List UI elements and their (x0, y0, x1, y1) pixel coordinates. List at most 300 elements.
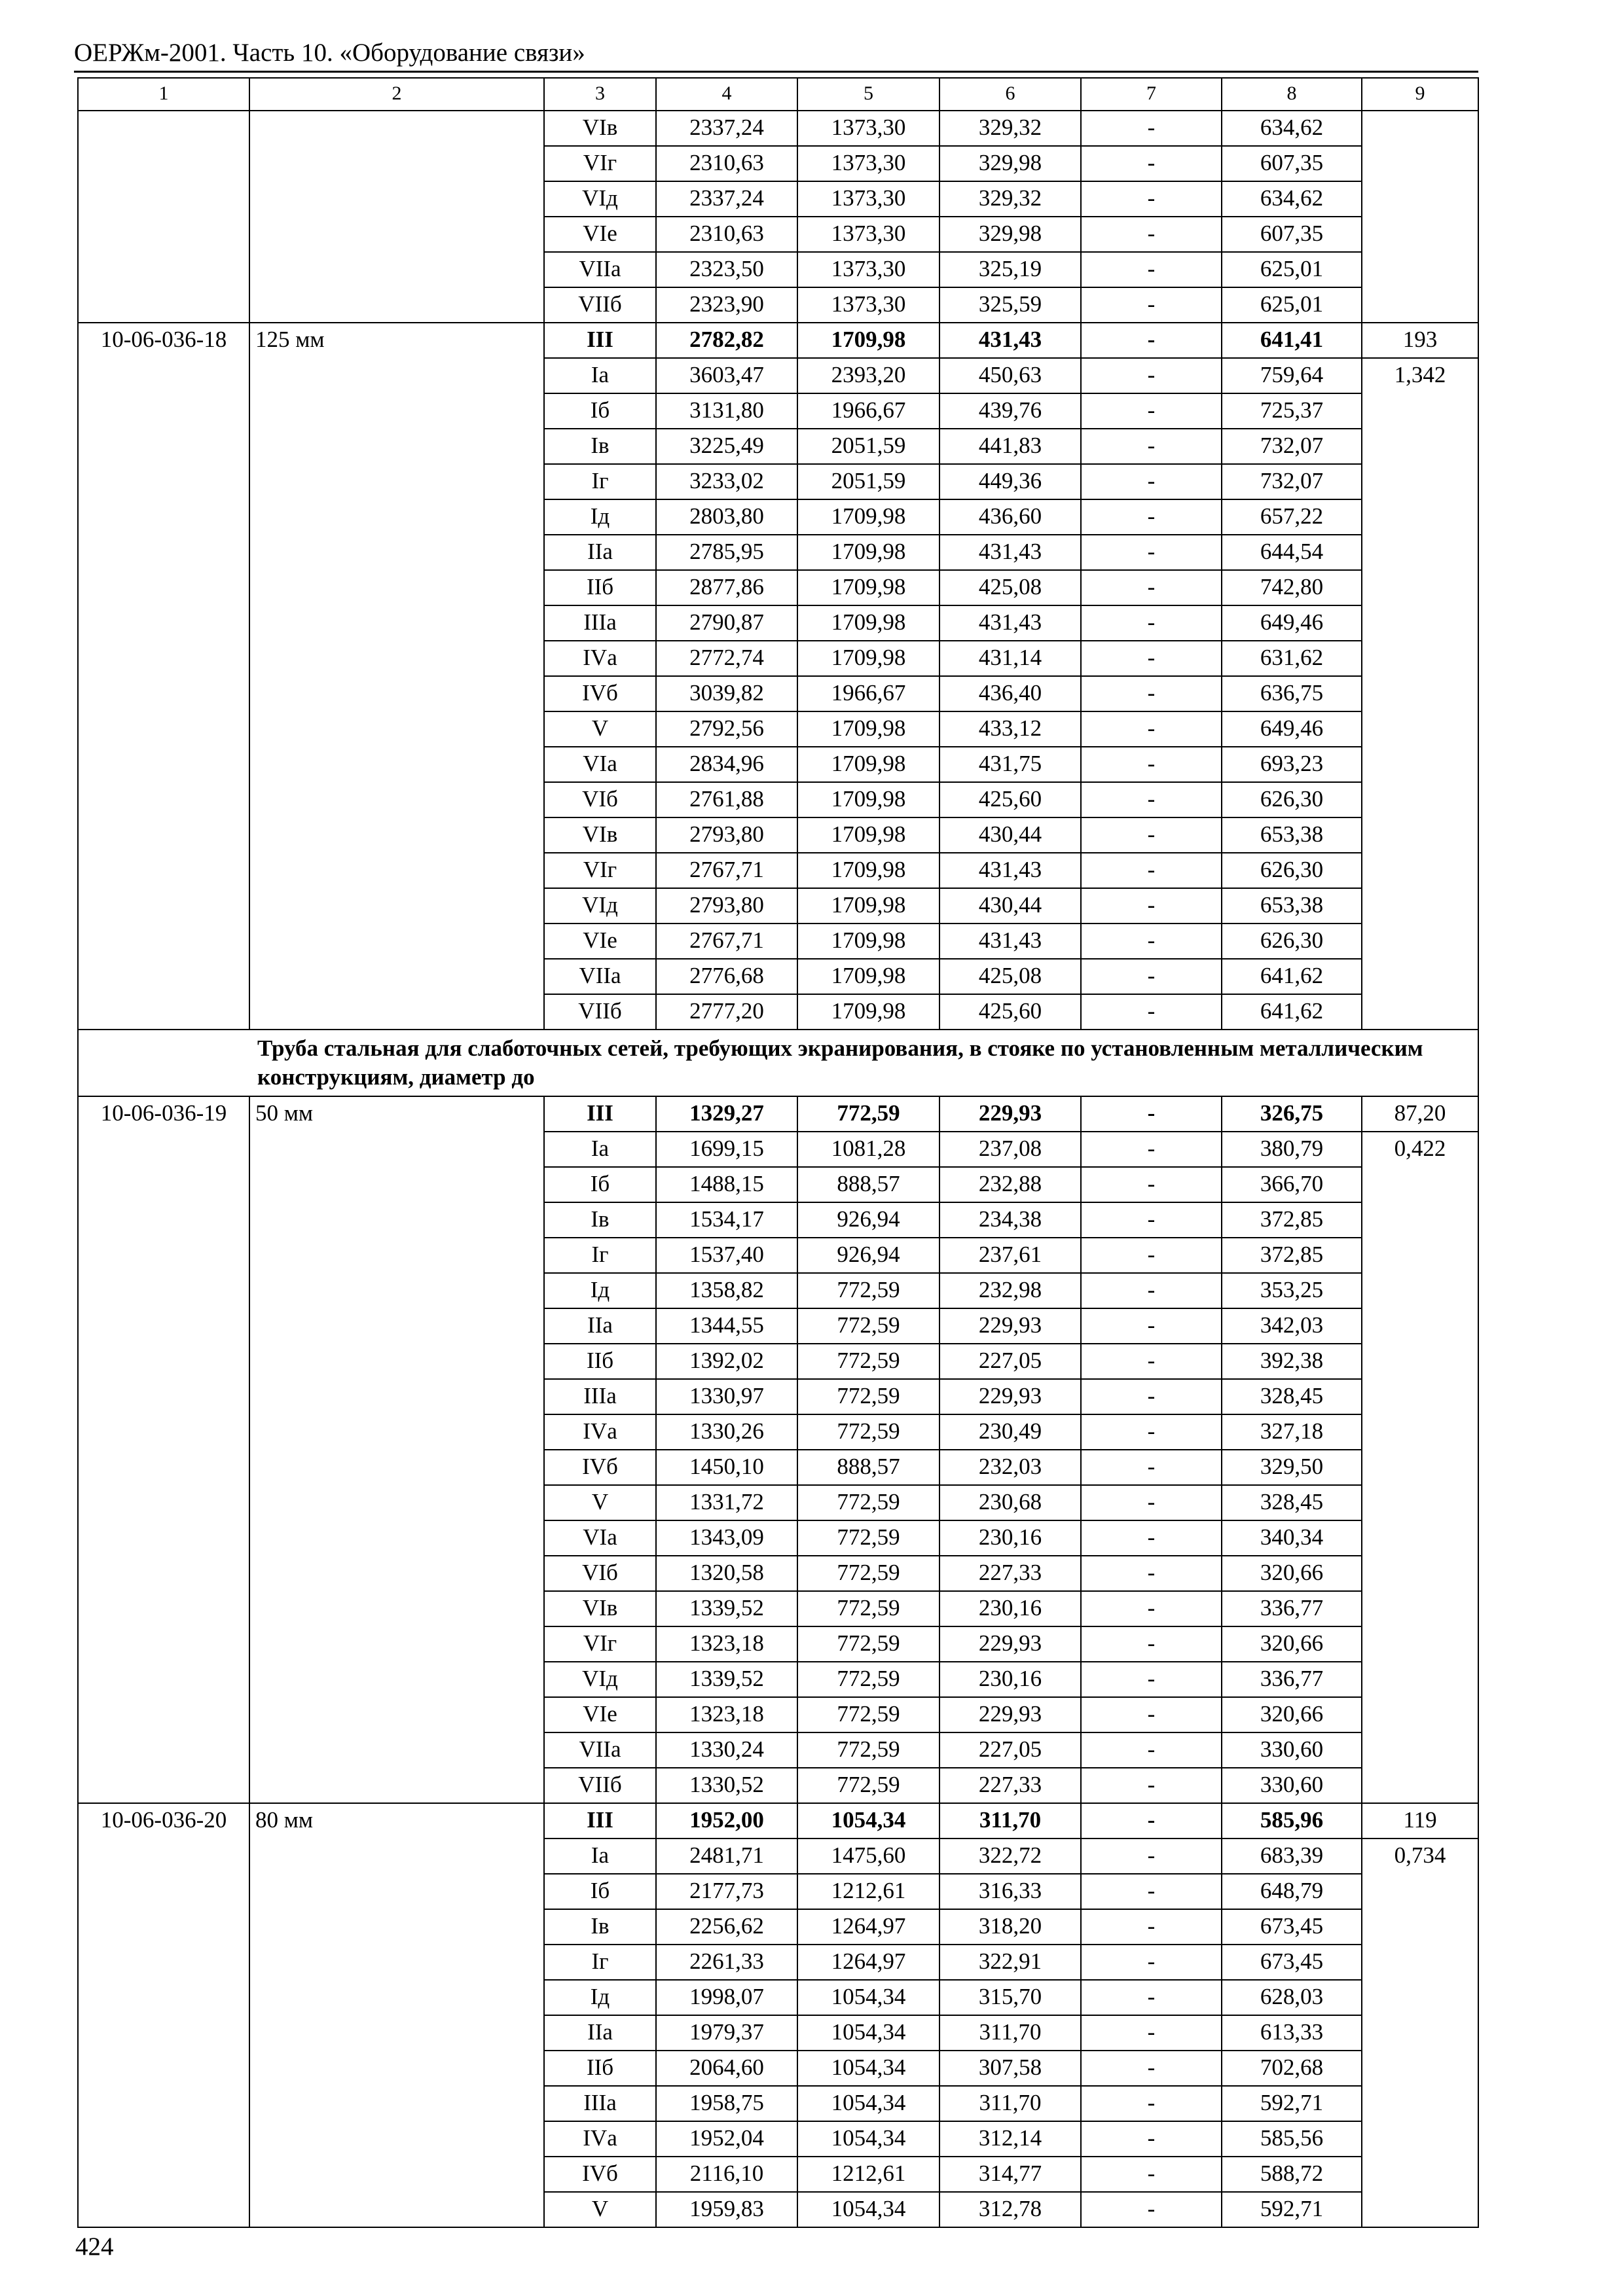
column-number: 6 (939, 78, 1081, 111)
machine-cost-cell: 329,98 (939, 217, 1081, 252)
column-7-cell: - (1081, 2192, 1222, 2227)
materials-cost-cell: 759,64 (1222, 358, 1362, 393)
labor-cost-cell: 772,59 (797, 1697, 939, 1732)
region-cell: Iа (544, 1132, 656, 1167)
column-7-cell: - (1081, 747, 1222, 782)
column-7-cell: - (1081, 499, 1222, 535)
materials-cost-cell: 673,45 (1222, 1909, 1362, 1945)
column-7-cell: - (1081, 464, 1222, 499)
column-7-cell: - (1081, 2086, 1222, 2121)
total-cost-cell: 1330,26 (656, 1414, 797, 1450)
column-7-cell: - (1081, 217, 1222, 252)
header-rule (74, 71, 1478, 73)
region-cell: VIа (544, 747, 656, 782)
materials-cost-cell: 330,60 (1222, 1768, 1362, 1803)
materials-cost-cell: 634,62 (1222, 111, 1362, 146)
materials-cost-cell: 328,45 (1222, 1379, 1362, 1414)
region-cell: IIа (544, 535, 656, 570)
region-cell: VIе (544, 217, 656, 252)
total-cost-cell: 1339,52 (656, 1591, 797, 1626)
column-7-cell: - (1081, 1556, 1222, 1591)
materials-cost-cell: 380,79 (1222, 1132, 1362, 1167)
materials-cost-cell: 607,35 (1222, 146, 1362, 181)
rate-code-cell: 10-06-036-18 (78, 323, 249, 1030)
labor-cost-cell: 1966,67 (797, 393, 939, 429)
machine-cost-cell: 232,03 (939, 1450, 1081, 1485)
labor-hours-cell: 0,422 (1362, 1132, 1478, 1803)
labor-cost-cell: 772,59 (797, 1273, 939, 1308)
materials-cost-cell: 625,01 (1222, 287, 1362, 323)
labor-cost-cell: 1709,98 (797, 994, 939, 1030)
materials-cost-cell: 327,18 (1222, 1414, 1362, 1450)
column-7-cell: - (1081, 1096, 1222, 1132)
column-7-cell: - (1081, 1839, 1222, 1874)
machine-cost-cell: 322,91 (939, 1945, 1081, 1980)
materials-cost-cell: 693,23 (1222, 747, 1362, 782)
total-cost-cell: 3603,47 (656, 358, 797, 393)
labor-cost-cell: 1475,60 (797, 1839, 939, 1874)
total-cost-cell: 2793,80 (656, 888, 797, 924)
labor-cost-cell: 772,59 (797, 1344, 939, 1379)
region-cell: VIа (544, 1520, 656, 1556)
column-7-cell: - (1081, 605, 1222, 641)
total-cost-cell: 1323,18 (656, 1697, 797, 1732)
machine-cost-cell: 229,93 (939, 1697, 1081, 1732)
total-cost-cell: 1534,17 (656, 1202, 797, 1238)
machine-cost-cell: 425,60 (939, 994, 1081, 1030)
machine-cost-cell: 329,32 (939, 111, 1081, 146)
materials-cost-cell: 732,07 (1222, 464, 1362, 499)
region-cell: VIд (544, 888, 656, 924)
total-cost-cell: 2803,80 (656, 499, 797, 535)
total-cost-cell: 1320,58 (656, 1556, 797, 1591)
column-7-cell: - (1081, 1874, 1222, 1909)
machine-cost-cell: 441,83 (939, 429, 1081, 464)
column-7-cell: - (1081, 1662, 1222, 1697)
region-cell: VIIа (544, 959, 656, 994)
region-cell: VIг (544, 853, 656, 888)
total-cost-cell: 1488,15 (656, 1167, 797, 1202)
rates-table-body (78, 78, 1478, 2227)
column-7-cell: - (1081, 641, 1222, 676)
labor-cost-cell: 772,59 (797, 1768, 939, 1803)
machine-cost-cell: 431,14 (939, 641, 1081, 676)
column-7-cell: - (1081, 1308, 1222, 1344)
total-cost-cell: 2761,88 (656, 782, 797, 817)
total-cost-cell: 1699,15 (656, 1132, 797, 1167)
column-7-cell: - (1081, 358, 1222, 393)
region-cell: V (544, 1485, 656, 1520)
column-7-cell: - (1081, 2121, 1222, 2157)
diameter-cell: 50 мм (249, 1096, 544, 1803)
labor-cost-cell: 1264,97 (797, 1909, 939, 1945)
region-cell: III (544, 1096, 656, 1132)
total-cost-cell: 2261,33 (656, 1945, 797, 1980)
total-cost-cell: 2337,24 (656, 111, 797, 146)
total-cost-cell: 1392,02 (656, 1344, 797, 1379)
labor-cost-cell: 1709,98 (797, 323, 939, 358)
labor-cost-cell: 1709,98 (797, 747, 939, 782)
column-7-cell: - (1081, 1803, 1222, 1839)
materials-cost-cell: 372,85 (1222, 1202, 1362, 1238)
total-cost-cell: 3225,49 (656, 429, 797, 464)
labor-cost-cell: 1709,98 (797, 641, 939, 676)
column-7-cell: - (1081, 924, 1222, 959)
column-7-cell: - (1081, 676, 1222, 711)
region-cell: Iд (544, 1980, 656, 2015)
machine-cost-cell: 232,98 (939, 1273, 1081, 1308)
total-cost-cell: 3131,80 (656, 393, 797, 429)
region-cell: VIб (544, 782, 656, 817)
materials-cost-cell: 320,66 (1222, 1626, 1362, 1662)
machine-cost-cell: 322,72 (939, 1839, 1081, 1874)
column-7-cell: - (1081, 323, 1222, 358)
column-7-cell: - (1081, 1945, 1222, 1980)
total-cost-cell: 2772,74 (656, 641, 797, 676)
region-cell: IIа (544, 2015, 656, 2051)
labor-hours-cell: 0,734 (1362, 1839, 1478, 2227)
materials-cost-cell: 320,66 (1222, 1697, 1362, 1732)
labor-cost-cell: 1709,98 (797, 888, 939, 924)
region-cell: VIе (544, 924, 656, 959)
total-cost-cell: 2310,63 (656, 217, 797, 252)
labor-cost-cell: 1054,34 (797, 2121, 939, 2157)
region-cell: VIIб (544, 1768, 656, 1803)
total-cost-cell: 1343,09 (656, 1520, 797, 1556)
column-number: 1 (78, 78, 249, 111)
total-cost-cell: 1537,40 (656, 1238, 797, 1273)
column-7-cell: - (1081, 535, 1222, 570)
total-cost-cell: 2782,82 (656, 323, 797, 358)
total-cost-cell: 1959,83 (656, 2192, 797, 2227)
total-cost-cell: 1979,37 (656, 2015, 797, 2051)
labor-cost-cell: 772,59 (797, 1414, 939, 1450)
machine-cost-cell: 311,70 (939, 2015, 1081, 2051)
region-cell: Iд (544, 1273, 656, 1308)
machine-cost-cell: 312,78 (939, 2192, 1081, 2227)
total-cost-cell: 2767,71 (656, 853, 797, 888)
labor-cost-cell: 2051,59 (797, 429, 939, 464)
column-7-cell: - (1081, 888, 1222, 924)
materials-cost-cell: 342,03 (1222, 1308, 1362, 1344)
machine-cost-cell: 329,32 (939, 181, 1081, 217)
total-cost-cell: 2064,60 (656, 2051, 797, 2086)
column-7-cell: - (1081, 111, 1222, 146)
machine-cost-cell: 234,38 (939, 1202, 1081, 1238)
region-cell: IVб (544, 2157, 656, 2192)
materials-cost-cell: 592,71 (1222, 2086, 1362, 2121)
machine-cost-cell: 229,93 (939, 1626, 1081, 1662)
labor-cost-cell: 1054,34 (797, 2086, 939, 2121)
labor-cost-cell: 888,57 (797, 1450, 939, 1485)
column-7-cell: - (1081, 817, 1222, 853)
labor-cost-cell: 1709,98 (797, 817, 939, 853)
column-number: 8 (1222, 78, 1362, 111)
region-cell: Iа (544, 358, 656, 393)
section-heading: Труба стальная для слаботочных сетей, требующих экранирования, в стояке по установленным металлическим конструкциям, диаметр до (78, 1030, 1478, 1096)
machine-cost-cell: 318,20 (939, 1909, 1081, 1945)
materials-cost-cell: 648,79 (1222, 1874, 1362, 1909)
total-cost-cell: 2785,95 (656, 535, 797, 570)
region-cell: Iв (544, 429, 656, 464)
total-cost-cell: 1330,52 (656, 1768, 797, 1803)
rate-code-cell: 10-06-036-20 (78, 1803, 249, 2227)
labor-cost-cell: 772,59 (797, 1556, 939, 1591)
machine-cost-cell: 316,33 (939, 1874, 1081, 1909)
column-7-cell: - (1081, 1273, 1222, 1308)
materials-cost-cell: 329,50 (1222, 1450, 1362, 1485)
labor-cost-cell: 1212,61 (797, 2157, 939, 2192)
column-7-cell: - (1081, 782, 1222, 817)
labor-cost-cell: 1054,34 (797, 2192, 939, 2227)
labor-hours-cell: 193 (1362, 323, 1478, 358)
column-7-cell: - (1081, 1379, 1222, 1414)
materials-cost-cell: 649,46 (1222, 605, 1362, 641)
labor-cost-cell: 1264,97 (797, 1945, 939, 1980)
machine-cost-cell: 325,59 (939, 287, 1081, 323)
column-7-cell: - (1081, 994, 1222, 1030)
total-cost-cell: 2776,68 (656, 959, 797, 994)
region-cell: Iг (544, 464, 656, 499)
labor-cost-cell: 2393,20 (797, 358, 939, 393)
total-cost-cell: 1329,27 (656, 1096, 797, 1132)
materials-cost-cell: 607,35 (1222, 217, 1362, 252)
region-cell: IIIа (544, 1379, 656, 1414)
materials-cost-cell: 653,38 (1222, 817, 1362, 853)
machine-cost-cell: 314,77 (939, 2157, 1081, 2192)
labor-hours-cell: 1,342 (1362, 358, 1478, 1030)
region-cell: IIIа (544, 2086, 656, 2121)
machine-cost-cell: 229,93 (939, 1379, 1081, 1414)
column-number: 3 (544, 78, 656, 111)
total-cost-cell: 1339,52 (656, 1662, 797, 1697)
region-cell: IIIа (544, 605, 656, 641)
labor-cost-cell: 1054,34 (797, 1803, 939, 1839)
materials-cost-cell: 653,38 (1222, 888, 1362, 924)
total-cost-cell: 2767,71 (656, 924, 797, 959)
total-cost-cell: 1344,55 (656, 1308, 797, 1344)
column-7-cell: - (1081, 1450, 1222, 1485)
table-row (78, 323, 1478, 358)
column-7-cell: - (1081, 1909, 1222, 1945)
labor-cost-cell: 1709,98 (797, 711, 939, 747)
region-cell: IIа (544, 1308, 656, 1344)
labor-cost-cell: 1709,98 (797, 853, 939, 888)
labor-hours-cell (1362, 111, 1478, 323)
labor-cost-cell: 1709,98 (797, 535, 939, 570)
materials-cost-cell: 625,01 (1222, 252, 1362, 287)
column-7-cell: - (1081, 429, 1222, 464)
region-cell: VIв (544, 817, 656, 853)
region-cell: VIв (544, 111, 656, 146)
column-7-cell: - (1081, 2157, 1222, 2192)
labor-cost-cell: 1966,67 (797, 676, 939, 711)
region-cell: Iв (544, 1909, 656, 1945)
section-heading-row (78, 1030, 1478, 1096)
machine-cost-cell: 431,43 (939, 535, 1081, 570)
total-cost-cell: 1330,24 (656, 1732, 797, 1768)
column-7-cell: - (1081, 959, 1222, 994)
labor-cost-cell: 1709,98 (797, 570, 939, 605)
labor-cost-cell: 1373,30 (797, 252, 939, 287)
machine-cost-cell: 227,33 (939, 1556, 1081, 1591)
region-cell: IVа (544, 2121, 656, 2157)
machine-cost-cell: 227,33 (939, 1768, 1081, 1803)
region-cell: Iв (544, 1202, 656, 1238)
machine-cost-cell: 230,16 (939, 1662, 1081, 1697)
column-number: 5 (797, 78, 939, 111)
labor-cost-cell: 926,94 (797, 1202, 939, 1238)
total-cost-cell: 3039,82 (656, 676, 797, 711)
materials-cost-cell: 641,62 (1222, 994, 1362, 1030)
column-7-cell: - (1081, 1344, 1222, 1379)
column-7-cell: - (1081, 1414, 1222, 1450)
labor-cost-cell: 772,59 (797, 1732, 939, 1768)
total-cost-cell: 2481,71 (656, 1839, 797, 1874)
labor-cost-cell: 772,59 (797, 1591, 939, 1626)
total-cost-cell: 2337,24 (656, 181, 797, 217)
column-7-cell: - (1081, 1167, 1222, 1202)
rate-code-cell: 10-06-036-19 (78, 1096, 249, 1803)
materials-cost-cell: 641,41 (1222, 323, 1362, 358)
materials-cost-cell: 330,60 (1222, 1732, 1362, 1768)
column-7-cell: - (1081, 853, 1222, 888)
labor-cost-cell: 1054,34 (797, 2015, 939, 2051)
materials-cost-cell: 702,68 (1222, 2051, 1362, 2086)
labor-cost-cell: 1709,98 (797, 959, 939, 994)
region-cell: Iг (544, 1238, 656, 1273)
column-7-cell: - (1081, 1591, 1222, 1626)
materials-cost-cell: 683,39 (1222, 1839, 1362, 1874)
materials-cost-cell: 626,30 (1222, 853, 1362, 888)
region-cell: Iб (544, 1167, 656, 1202)
total-cost-cell: 1958,75 (656, 2086, 797, 2121)
machine-cost-cell: 425,08 (939, 570, 1081, 605)
machine-cost-cell: 430,44 (939, 888, 1081, 924)
region-cell: VIIб (544, 287, 656, 323)
machine-cost-cell: 230,16 (939, 1591, 1081, 1626)
materials-cost-cell: 585,96 (1222, 1803, 1362, 1839)
column-7-cell: - (1081, 570, 1222, 605)
region-cell: IVб (544, 1450, 656, 1485)
total-cost-cell: 2777,20 (656, 994, 797, 1030)
column-7-cell: - (1081, 393, 1222, 429)
machine-cost-cell: 229,93 (939, 1308, 1081, 1344)
total-cost-cell: 1952,00 (656, 1803, 797, 1839)
machine-cost-cell: 230,49 (939, 1414, 1081, 1450)
column-7-cell: - (1081, 1980, 1222, 2015)
materials-cost-cell: 641,62 (1222, 959, 1362, 994)
materials-cost-cell: 340,34 (1222, 1520, 1362, 1556)
region-cell: VIIа (544, 252, 656, 287)
region-cell: IVа (544, 1414, 656, 1450)
total-cost-cell: 2323,90 (656, 287, 797, 323)
machine-cost-cell: 433,12 (939, 711, 1081, 747)
total-cost-cell: 3233,02 (656, 464, 797, 499)
total-cost-cell: 1450,10 (656, 1450, 797, 1485)
total-cost-cell: 2116,10 (656, 2157, 797, 2192)
machine-cost-cell: 450,63 (939, 358, 1081, 393)
region-cell: VIе (544, 1697, 656, 1732)
materials-cost-cell: 328,45 (1222, 1485, 1362, 1520)
labor-cost-cell: 1054,34 (797, 1980, 939, 2015)
machine-cost-cell: 431,43 (939, 924, 1081, 959)
labor-cost-cell: 2051,59 (797, 464, 939, 499)
materials-cost-cell: 634,62 (1222, 181, 1362, 217)
region-cell: VIв (544, 1591, 656, 1626)
materials-cost-cell: 644,54 (1222, 535, 1362, 570)
column-7-cell: - (1081, 252, 1222, 287)
total-cost-cell: 1331,72 (656, 1485, 797, 1520)
materials-cost-cell: 626,30 (1222, 924, 1362, 959)
machine-cost-cell: 431,75 (939, 747, 1081, 782)
materials-cost-cell: 628,03 (1222, 1980, 1362, 2015)
machine-cost-cell: 436,40 (939, 676, 1081, 711)
region-cell: VIIб (544, 994, 656, 1030)
column-7-cell: - (1081, 1520, 1222, 1556)
column-7-cell: - (1081, 1732, 1222, 1768)
labor-cost-cell: 772,59 (797, 1626, 939, 1662)
machine-cost-cell: 237,61 (939, 1238, 1081, 1273)
labor-cost-cell: 926,94 (797, 1238, 939, 1273)
materials-cost-cell: 636,75 (1222, 676, 1362, 711)
column-7-cell: - (1081, 1238, 1222, 1273)
machine-cost-cell: 229,93 (939, 1096, 1081, 1132)
labor-cost-cell: 1373,30 (797, 181, 939, 217)
column-7-cell: - (1081, 1768, 1222, 1803)
machine-cost-cell: 449,36 (939, 464, 1081, 499)
machine-cost-cell: 315,70 (939, 1980, 1081, 2015)
labor-cost-cell: 772,59 (797, 1485, 939, 1520)
region-cell: Iа (544, 1839, 656, 1874)
region-cell: IIб (544, 1344, 656, 1379)
total-cost-cell: 2792,56 (656, 711, 797, 747)
total-cost-cell: 1998,07 (656, 1980, 797, 2015)
materials-cost-cell: 588,72 (1222, 2157, 1362, 2192)
diameter-cell: 125 мм (249, 323, 544, 1030)
machine-cost-cell: 230,68 (939, 1485, 1081, 1520)
materials-cost-cell: 336,77 (1222, 1591, 1362, 1626)
materials-cost-cell: 585,56 (1222, 2121, 1362, 2157)
table-row (78, 1803, 1478, 1839)
machine-cost-cell: 311,70 (939, 2086, 1081, 2121)
total-cost-cell: 1323,18 (656, 1626, 797, 1662)
materials-cost-cell: 742,80 (1222, 570, 1362, 605)
total-cost-cell: 1358,82 (656, 1273, 797, 1308)
rates-table (77, 77, 1479, 2228)
column-7-cell: - (1081, 711, 1222, 747)
materials-cost-cell: 657,22 (1222, 499, 1362, 535)
region-cell: IIб (544, 570, 656, 605)
column-7-cell: - (1081, 146, 1222, 181)
materials-cost-cell: 725,37 (1222, 393, 1362, 429)
total-cost-cell: 1952,04 (656, 2121, 797, 2157)
machine-cost-cell: 430,44 (939, 817, 1081, 853)
region-cell: V (544, 711, 656, 747)
column-7-cell: - (1081, 287, 1222, 323)
materials-cost-cell: 392,38 (1222, 1344, 1362, 1379)
region-cell: Iд (544, 499, 656, 535)
labor-hours-cell: 119 (1362, 1803, 1478, 1839)
materials-cost-cell: 673,45 (1222, 1945, 1362, 1980)
region-cell: VIд (544, 181, 656, 217)
labor-cost-cell: 888,57 (797, 1167, 939, 1202)
total-cost-cell: 2323,50 (656, 252, 797, 287)
total-cost-cell: 2793,80 (656, 817, 797, 853)
region-cell: Iг (544, 1945, 656, 1980)
region-cell: VIб (544, 1556, 656, 1591)
region-cell: VIIа (544, 1732, 656, 1768)
